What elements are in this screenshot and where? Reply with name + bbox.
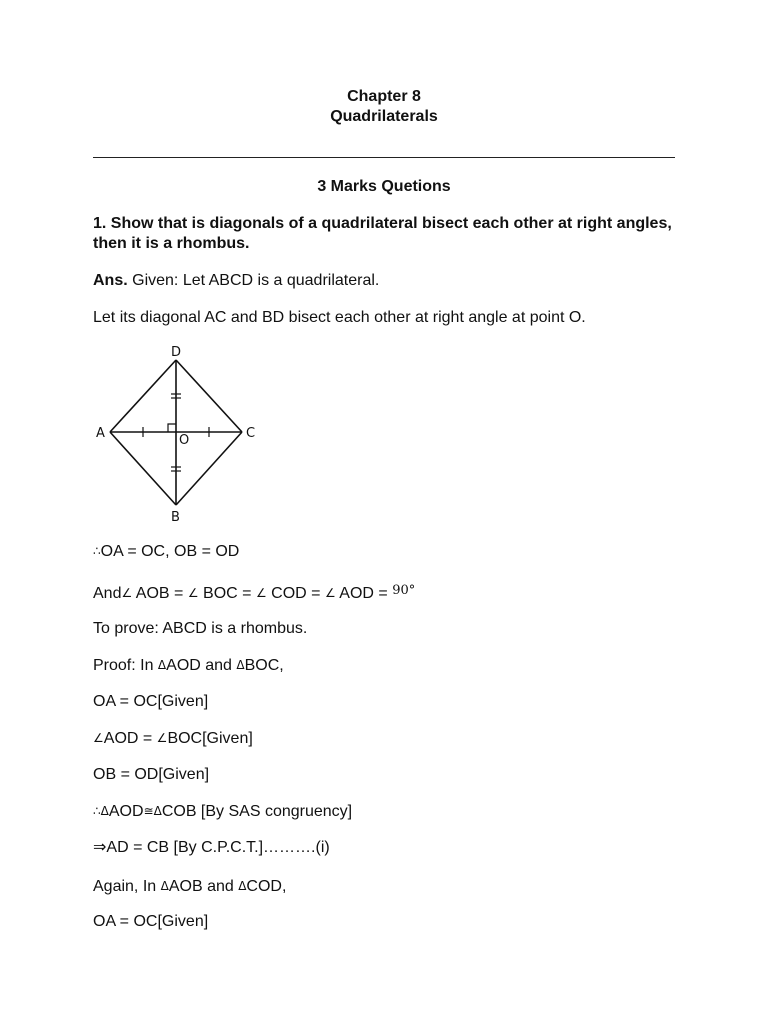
vertex-label-c: C (246, 426, 256, 441)
right-angle-mark (168, 424, 176, 432)
vertex-label-d: D (171, 345, 182, 360)
step-9 (93, 838, 683, 858)
angle-symbol: ∠ (93, 731, 104, 745)
angle-symbol: ∠ (324, 586, 336, 600)
side-ad (110, 360, 176, 432)
step-2-aob: AOB = (135, 585, 188, 602)
step-2 (93, 581, 683, 604)
step-8-cob: COB [By SAS congruency] (161, 803, 353, 820)
step-9-text: AD = CB [By C.P.C.T.]……….(i) (106, 839, 330, 856)
divider-line (93, 157, 675, 158)
center-label-o: O (179, 433, 190, 448)
angle-symbol: ∠ (187, 586, 199, 600)
triangle-symbol: Δ (153, 804, 162, 818)
therefore-symbol: ∴ (93, 804, 101, 818)
step-10 (93, 876, 683, 897)
therefore-symbol: ∴ (93, 544, 101, 558)
answer-given (93, 271, 683, 291)
step-10-again: Again, In (93, 878, 161, 895)
triangle-symbol: Δ (236, 658, 245, 672)
section-title: 3 Marks Quetions (317, 178, 451, 195)
implies-arrow-icon: ⇒ (93, 839, 107, 856)
triangle-symbol: Δ (160, 879, 169, 893)
step-11: OA = OC[Given] (93, 913, 209, 930)
step-10-cod: COD, (246, 878, 287, 895)
congruent-symbol: ≅ (143, 804, 154, 818)
triangle-symbol: Δ (157, 658, 167, 672)
answer-label: Ans. (93, 272, 128, 289)
answer-given-text: Given: Let ABCD is a quadrilateral. (132, 272, 380, 289)
rhombus-figure (90, 340, 270, 530)
step-2-ninety-degrees: 90° (392, 583, 416, 598)
step-1-text: OA = OC, OB = OD (100, 543, 240, 560)
vertex-label-b: B (171, 510, 180, 525)
step-6 (93, 728, 683, 749)
chapter-title: Quadrilaterals (330, 108, 438, 125)
step-8 (93, 801, 683, 822)
step-3-to-prove: To prove: ABCD is a rhombus. (93, 620, 308, 637)
step-4-proof (93, 655, 683, 676)
angle-symbol: ∠ (156, 731, 168, 745)
step-5: OA = OC[Given] (93, 693, 209, 710)
step-10-aob: AOB and (168, 878, 239, 895)
side-ba (110, 432, 176, 505)
side-dc (176, 360, 242, 432)
step-2-cod: COD = (271, 585, 325, 602)
step-2-boc: BOC = (203, 585, 256, 602)
step-6-aod: AOD = (103, 730, 157, 747)
step-4-boc: BOC, (244, 657, 284, 674)
step-6-boc: BOC[Given] (167, 730, 253, 747)
step-1 (93, 541, 683, 562)
angle-symbol: ∠ (121, 586, 133, 600)
vertex-label-a: A (96, 426, 105, 441)
step-4-aod: AOD and (166, 657, 237, 674)
triangle-symbol: Δ (238, 879, 247, 893)
chapter-number: Chapter 8 (347, 88, 421, 105)
answer-line-2: Let its diagonal AC and BD bisect each other at right angle at point O. (93, 309, 586, 326)
question-text: 1. Show that is diagonals of a quadrilateral bisect each other at right angles, then it is a rhombus. (93, 215, 672, 252)
angle-symbol: ∠ (255, 586, 267, 600)
step-7: OB = OD[Given] (93, 766, 210, 783)
step-2-aod: AOD = (339, 585, 393, 602)
step-2-and: And (93, 585, 122, 602)
step-8-aod: AOD (108, 803, 144, 820)
triangle-symbol: Δ (100, 804, 109, 818)
step-4-proof-in: Proof: In (93, 657, 158, 674)
